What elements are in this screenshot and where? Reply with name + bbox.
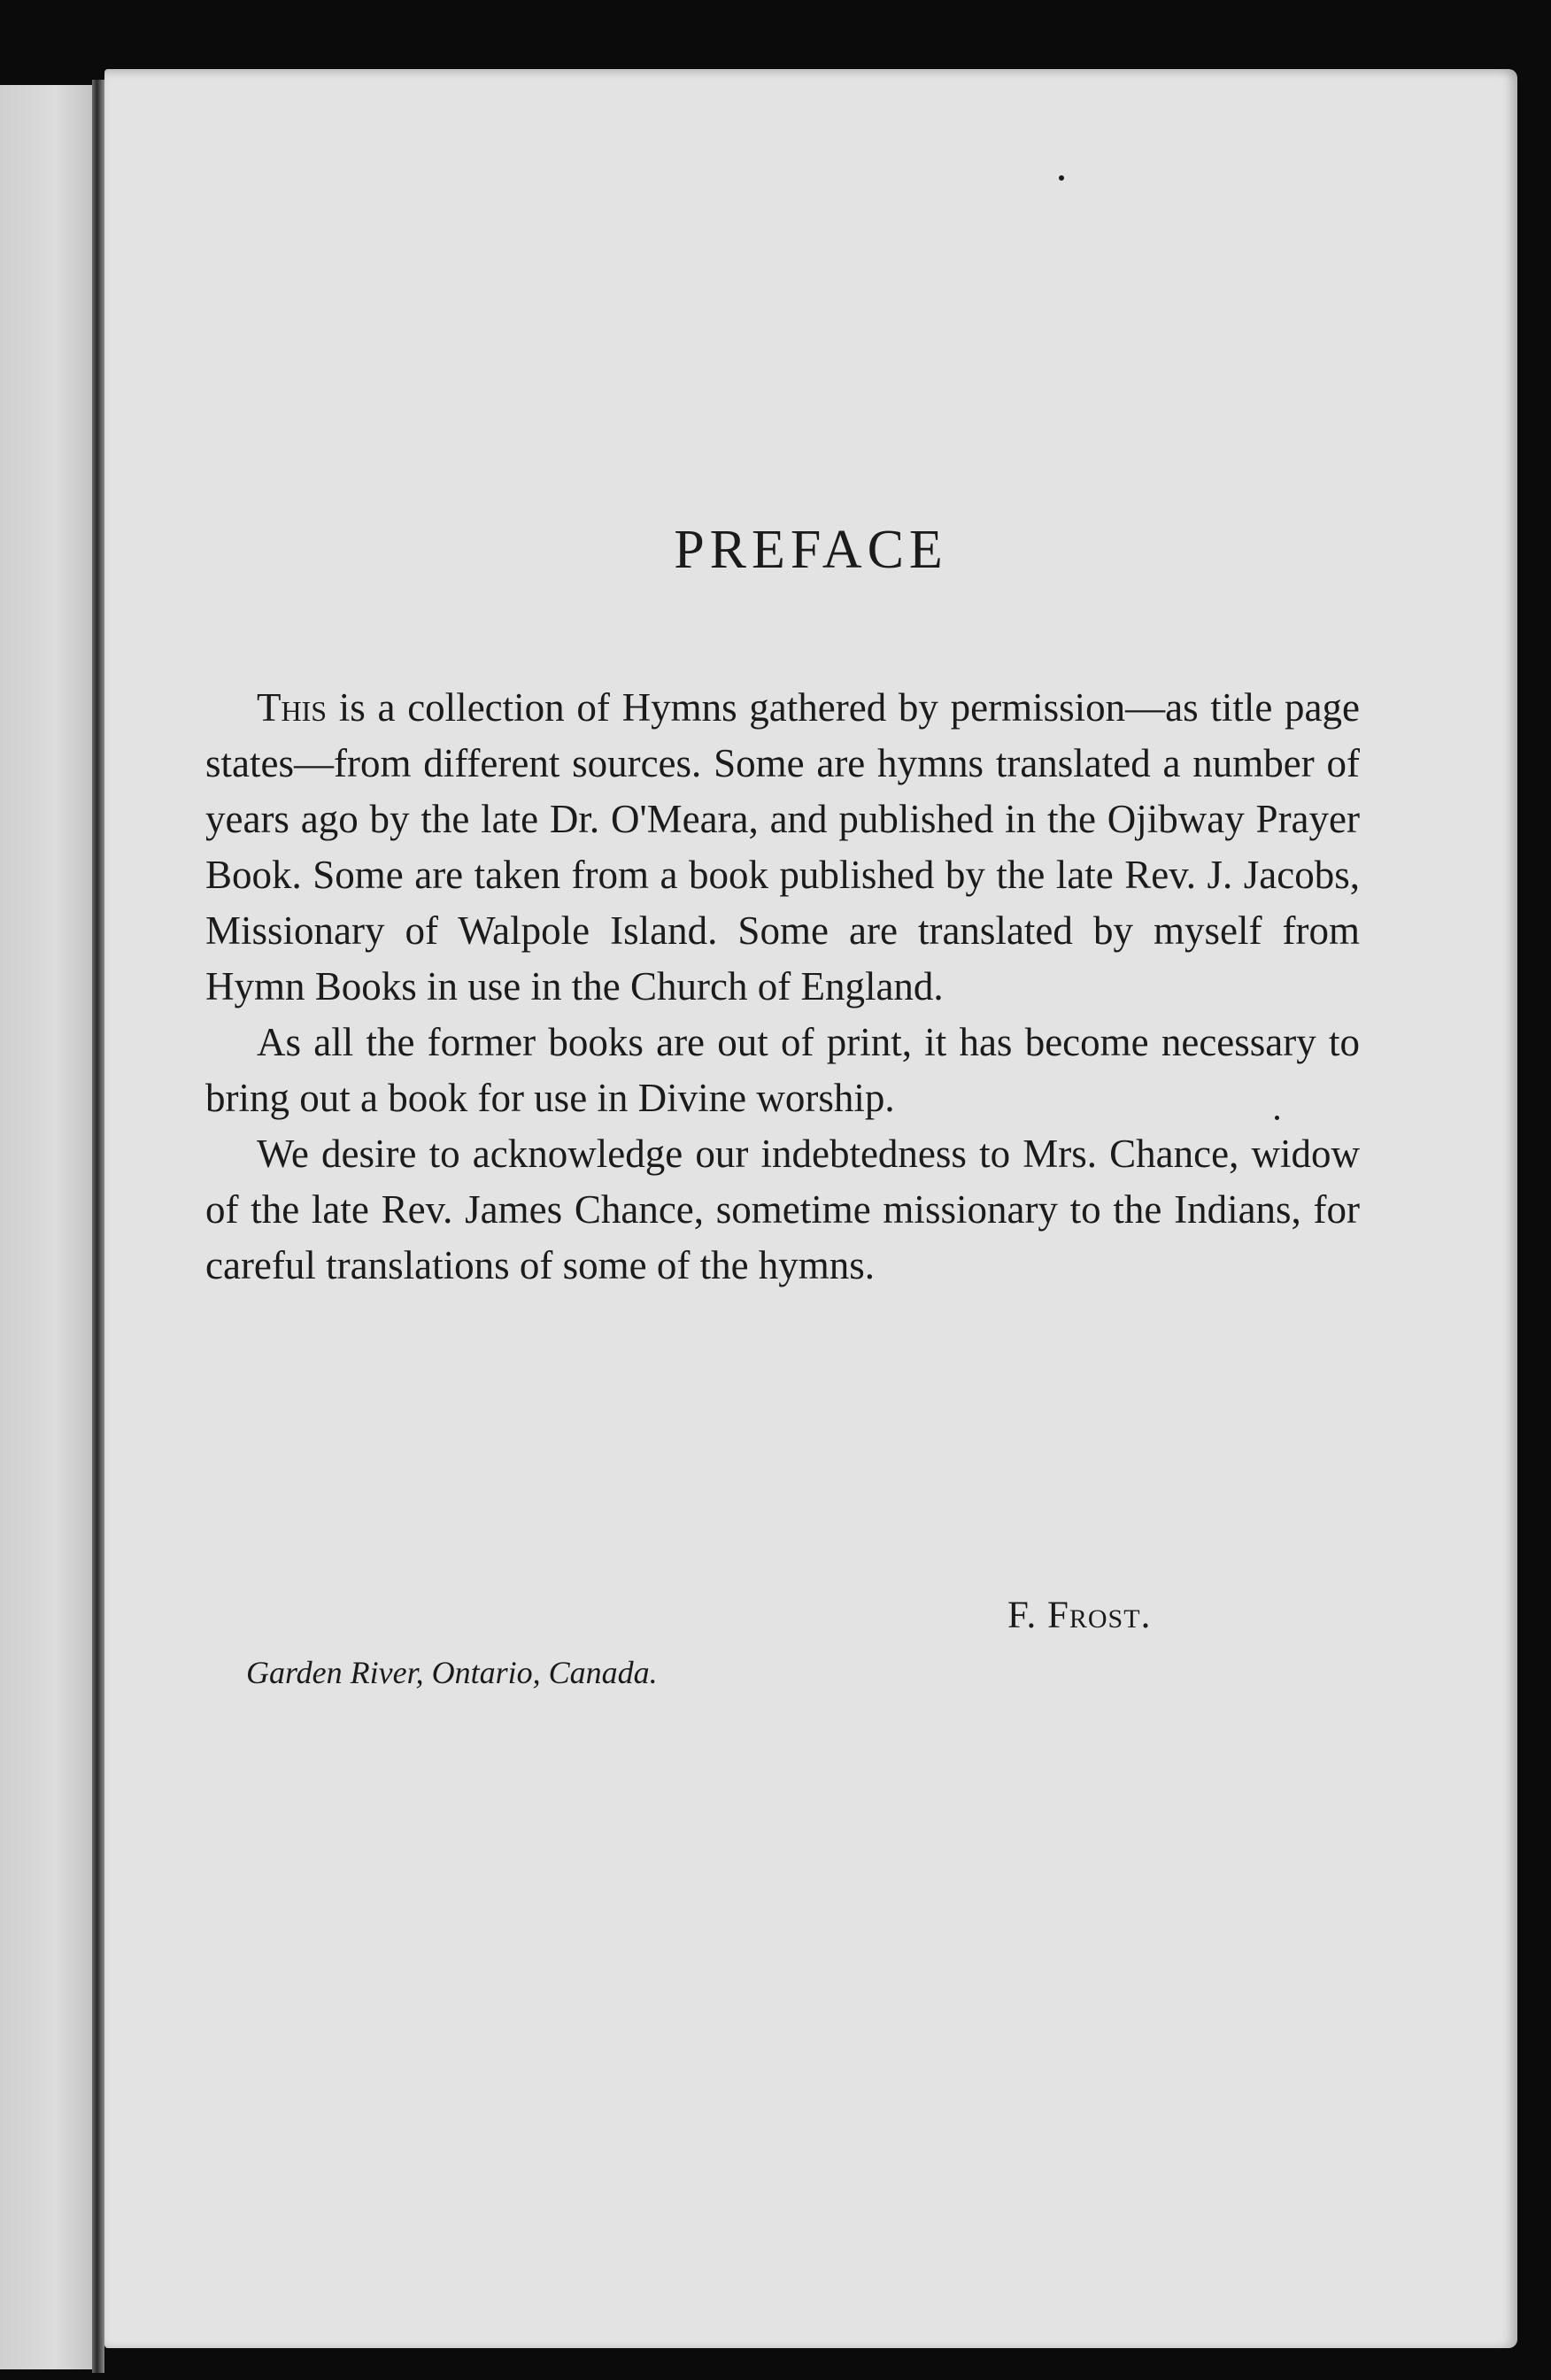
- preface-body: [205, 680, 1360, 1294]
- paragraph-lead-word: This: [257, 685, 328, 730]
- place-line: Garden River, Ontario, Canada.: [246, 1655, 658, 1690]
- signature: F. Frost.: [1007, 1595, 1152, 1636]
- page-title: PREFACE: [674, 520, 948, 580]
- paragraph-text: is a collection of Hymns gathered by permission—as title page states—from different sources. Some are hymns translated a number of years ago by the late Dr. O'Meara, and published in the Ojibway Prayer Book. Some are taken from a book published by the late Rev. J. Jacobs, Missionary of Walpole Island. Some are translated by myself from Hymn Books in use in the Church of England.: [205, 685, 1360, 1008]
- left-page-edge: [0, 85, 92, 2369]
- ink-speck: [1059, 175, 1064, 181]
- paragraph-2: As all the former books are out of print, it has become necessary to bring out a book for use in Divine worship.: [205, 1020, 1360, 1120]
- preface-page: [104, 69, 1517, 2348]
- book-gutter: [92, 80, 104, 2373]
- paragraph-3: We desire to acknowledge our indebtedness to Mrs. Chance, widow of the late Rev. James Chance, sometime missionary to the Indians, for careful translations of some of the hymns.: [205, 1132, 1360, 1287]
- paragraph-1: [205, 680, 1360, 1015]
